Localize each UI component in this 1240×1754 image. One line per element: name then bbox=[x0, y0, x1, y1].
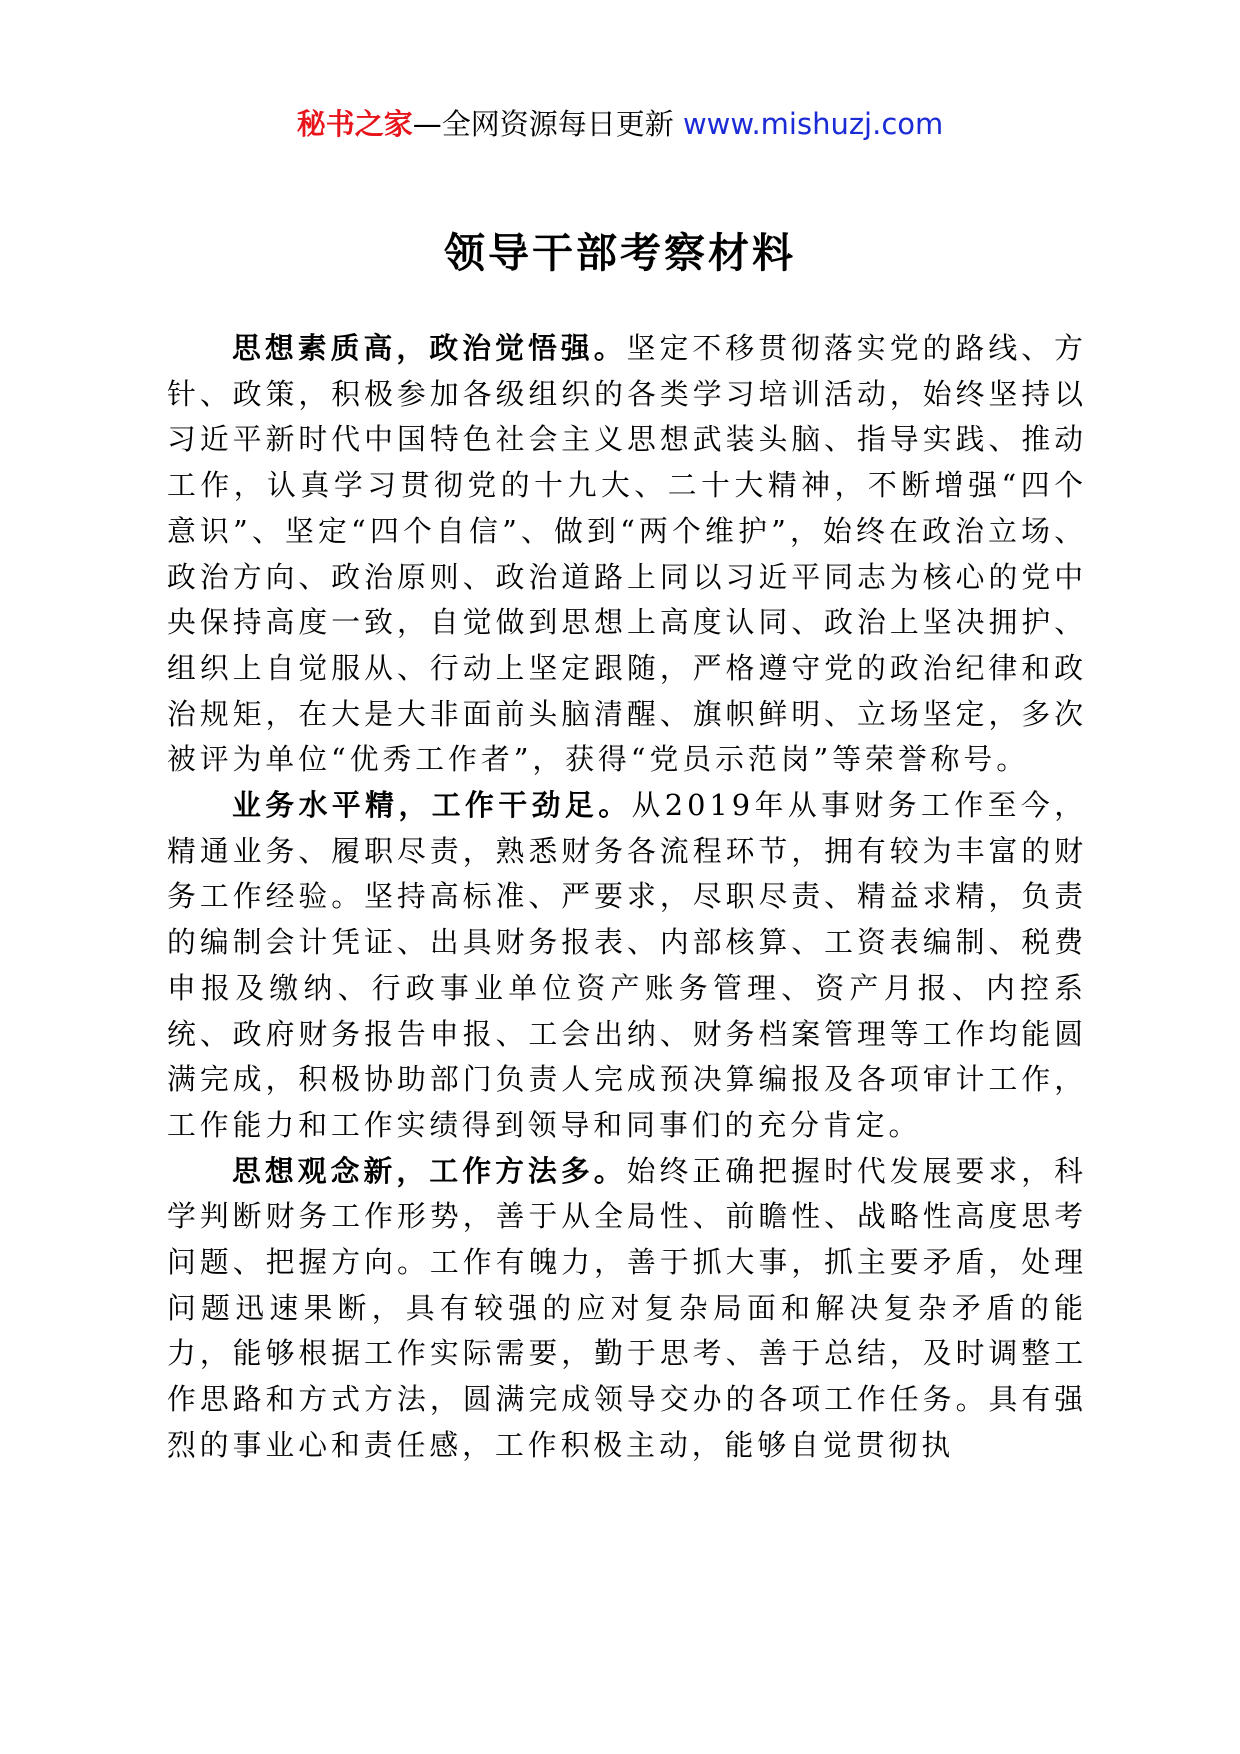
site-header bbox=[0, 104, 1240, 144]
paragraph-lead: 思想素质高，政治觉悟强。 bbox=[232, 331, 627, 365]
document-title: 领导干部考察材料 bbox=[444, 229, 796, 277]
paragraph bbox=[167, 326, 1087, 783]
paragraph-lead: 业务水平精，工作干劲足。 bbox=[232, 788, 632, 823]
site-brand: 秘书之家 bbox=[296, 107, 413, 141]
paragraph bbox=[167, 783, 1087, 1149]
document-body bbox=[167, 326, 1087, 1469]
paragraph-text: 坚定不移贯彻落实党的路线、方针、政策，积极参加各级组织的各类学习培训活动，始终坚持以习近平新时代中国特色社会主义思想武装头脑、指导实践、推动工作，认真学习贯彻党的十九大、二十大精神，不断增强“四个意识”、坚定“四个自信”、做到“两个维护”，始终在政治立场、政治方向、政治原则、政治道路上同以习近平同志为核心的党中央保持高度一致，自觉做到思想上高度认同、政治上坚决拥护、组织上自觉服从、行动上坚定跟随，严格遵守党的政治纪律和政治规矩，在大是大非面前头脑清醒、旗帜鲜明、立场坚定，多次被评为单位“优秀工作者”，获得“党员示范岗”等荣誉称号。 bbox=[167, 331, 1087, 777]
paragraph-lead: 思想观念新，工作方法多。 bbox=[232, 1153, 627, 1188]
site-slogan: —全网资源每日更新 bbox=[412, 107, 683, 141]
paragraph bbox=[167, 1149, 1087, 1469]
site-url: www.mishuzj.com bbox=[682, 107, 944, 141]
paragraph-text: 从2019年从事财务工作至今，精通业务、履职尽责，熟悉财务各流程环节，拥有较为丰富的财务工作经验。坚持高标准、严要求，尽职尽责、精益求精，负责的编制会计凭证、出具财务报表、内部核算、工资表编制、税费申报及缴纳、行政事业单位资产账务管理、资产月报、内控系统、政府财务报告申报、工会出纳、财务档案管理等工作均能圆满完成，积极协助部门负责人完成预决算编报及各项审计工作，工作能力和工作实绩得到领导和同事们的充分肯定。 bbox=[167, 788, 1087, 1142]
paragraph-text: 始终正确把握时代发展要求，科学判断财务工作形势，善于从全局性、前瞻性、战略性高度思考问题、把握方向。工作有魄力，善于抓大事，抓主要矛盾，处理问题迅速果断，具有较强的应对复杂局面和解决复杂矛盾的能力，能够根据工作实际需要，勤于思考、善于总结，及时调整工作思路和方式方法，圆满完成领导交办的各项工作任务。具有强烈的事业心和责任感，工作积极主动，能够自觉贯彻执 bbox=[167, 1153, 1087, 1462]
